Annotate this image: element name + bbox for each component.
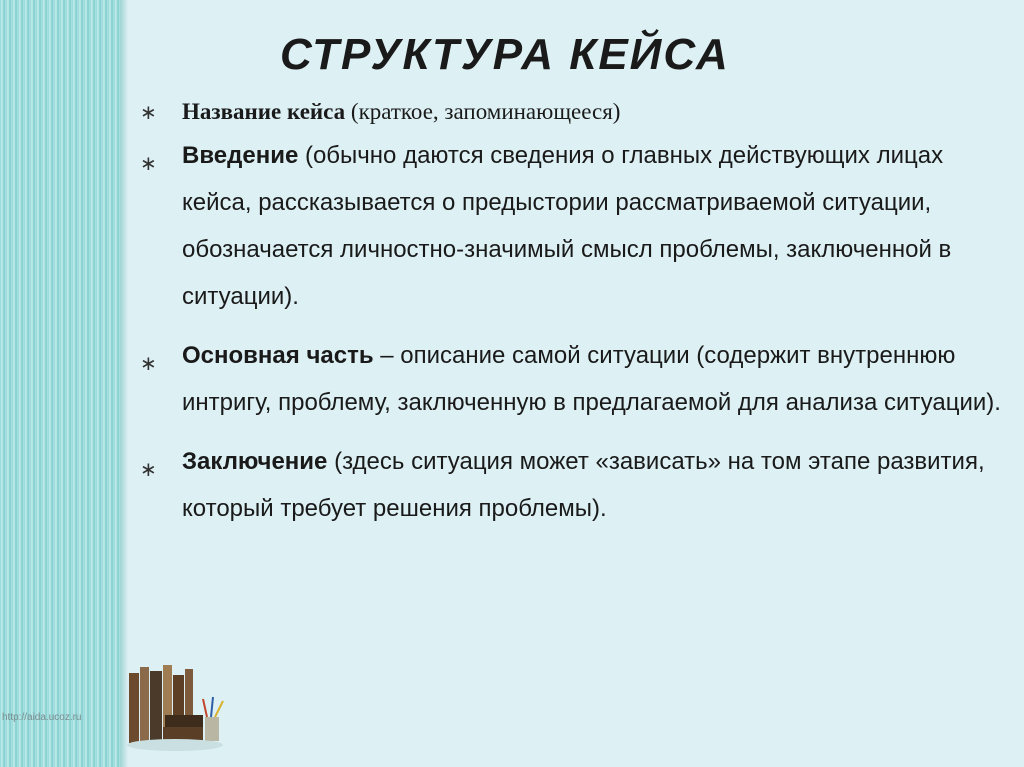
list-item-main-part [140,332,1010,426]
structure-list [140,98,1010,532]
item-term: Заключение [182,448,328,475]
item-term: Введение [182,142,299,169]
decorative-stripe-bar [0,0,120,767]
bullet-icon: ∗ [140,102,157,124]
item-term: Название кейса [182,99,346,124]
list-item-introduction [140,132,1010,320]
bullet-icon: ∗ [140,153,157,175]
watermark: http://aida.ucoz.ru [2,712,82,723]
slide-title: СТРУКТУРА КЕЙСА [280,30,730,79]
item-text: (здесь ситуация может «зависать» на том этапе развития, который требует решения проблемы). [182,448,985,522]
stripe-shadow [120,0,128,767]
item-term: Основная часть [182,342,374,369]
item-text: (краткое, запоминающееся) [345,99,621,124]
list-item-case-name [140,98,1010,126]
list-item-conclusion [140,438,1010,532]
item-text: (обычно даются сведения о главных действующих лицах кейса, рассказывается о предыстории рассматриваемой ситуации, обозначается личностно-значимый смысл проблемы, заключенной в ситуации). [182,142,952,310]
books-illustration [125,655,235,755]
bullet-icon: ∗ [140,459,157,481]
item-text: – описание самой ситуации (содержит внутреннюю интригу, проблему, заключенную в предлагаемой для анализа ситуации). [182,342,1001,416]
bullet-icon: ∗ [140,353,157,375]
